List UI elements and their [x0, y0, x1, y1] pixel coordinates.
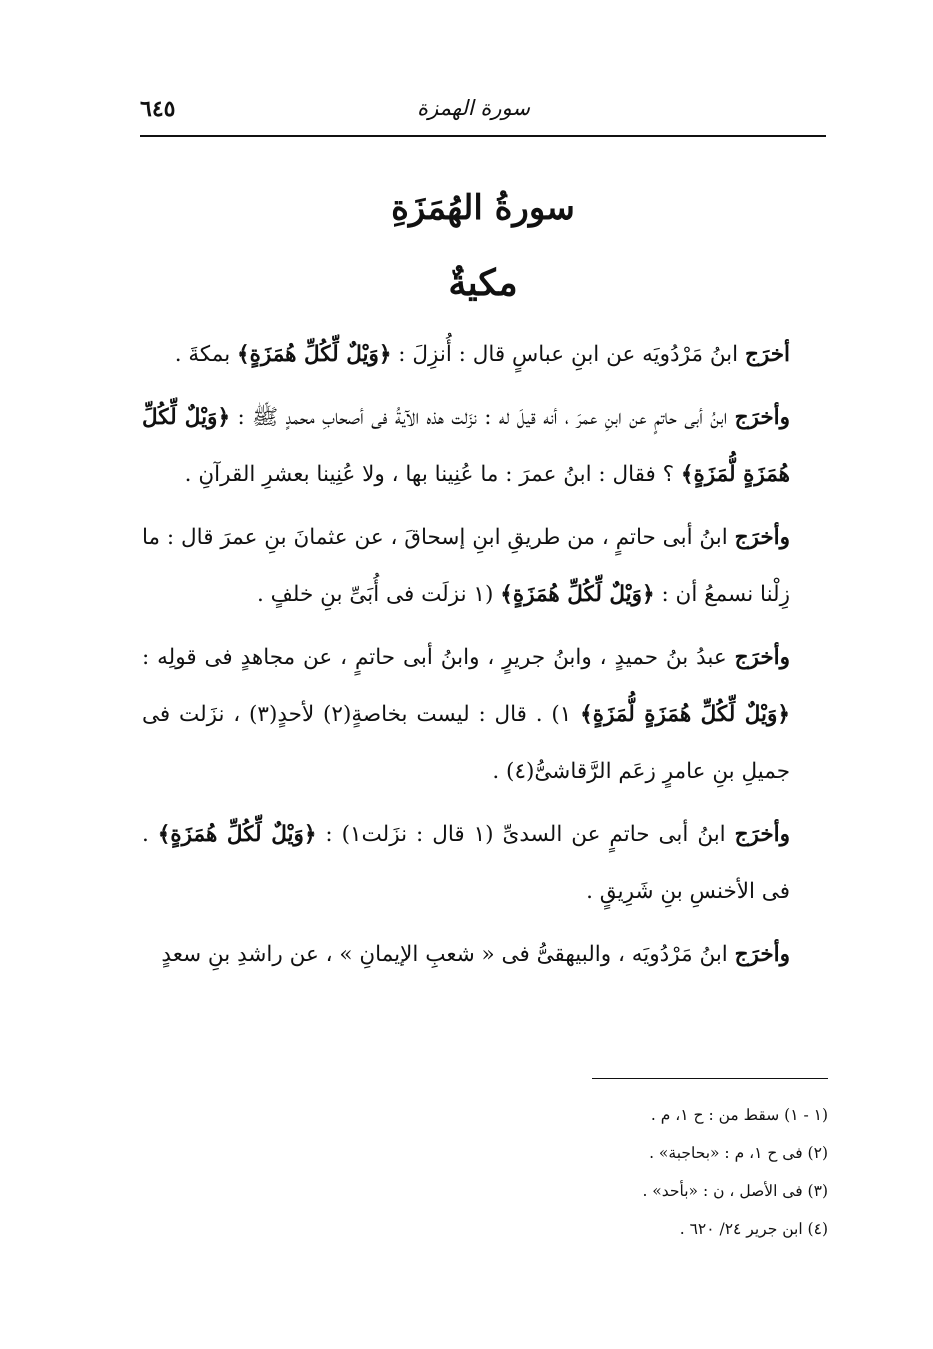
- paragraph-lead: أخرَج: [744, 342, 790, 367]
- quran-quote: ﴿وَيْلٌ لِّكُلِّ هُمَزَةٍ لُّمَزَةٍ﴾: [142, 405, 790, 487]
- quran-quote: ﴿وَيْلٌ لِّكُلِّ هُمَزَةٍ﴾: [237, 342, 392, 367]
- footnote: (٤) ابن جرير ٢٤/ ٦٢٠ .: [679, 1220, 828, 1238]
- footnotes-rule: [592, 1078, 828, 1079]
- quran-quote: ﴿وَيْلٌ لِّكُلِّ هُمَزَةٍ﴾: [500, 582, 655, 607]
- quran-quote: ﴿وَيْلٌ لِّكُلِّ هُمَزَةٍ لُّمَزَةٍ﴾: [580, 702, 790, 727]
- paragraph-text: بمكةَ .: [174, 342, 238, 367]
- running-title: سورة الهمزة: [417, 96, 530, 120]
- paragraph-text: (١ نزلَت فى أُبَىِّ بنِ خلفٍ .: [256, 582, 501, 607]
- running-header: [140, 92, 830, 128]
- paragraph-text: ؟ فقال : ابنُ عمرَ : ما عُنِينا بها ، ولا عُنِينا بعشرِ القرآنِ .: [184, 462, 681, 487]
- footnote: (٢) فى ح ١، م : «بحاجبة» .: [649, 1144, 828, 1162]
- paragraph-lead: وأخرَج: [734, 405, 790, 430]
- paragraph-lead: وأخرَج: [734, 942, 790, 967]
- paragraph: [142, 509, 790, 623]
- paragraph: [142, 629, 790, 800]
- surah-type: مكيةٌ: [448, 262, 518, 304]
- paragraph-lead: وأخرَج: [734, 822, 790, 847]
- paragraph-text: ابنُ أبى حاتمٍ عن السدىِّ (١ قال : نزَلت١) :: [316, 822, 735, 847]
- page-number: ٦٤٥: [140, 96, 176, 122]
- quran-quote: ﴿وَيْلٌ لِّكُلِّ هُمَزَةٍ﴾: [157, 822, 317, 847]
- footnote: (٣) فى الأصل ، ن : «بأحد» .: [642, 1182, 828, 1200]
- paragraph: [142, 926, 790, 983]
- paragraph-lead: وأخرَج: [734, 525, 790, 550]
- body-text: [142, 326, 790, 989]
- footnote: (١ - ١) سقط من : ح ١، م .: [650, 1106, 828, 1124]
- paragraph-text: ابنُ مَرْدُويَه عن ابنِ عباسٍ قال : أُنزِلَ :: [391, 342, 745, 367]
- paragraph: [142, 326, 790, 383]
- paragraph-text: ابنُ أبى حاتمٍ عن ابنِ عمرَ ، أنه قيلَ له : نزَلت هذه الآيةُ فى أصحابِ محمدٍ ﷺ :: [230, 405, 735, 430]
- footnotes: [460, 1096, 828, 1248]
- paragraph-text: ١) . قال : ليست بخاصةٍ(٢) لأحدٍ(٣) ، نزَلت فى جميلِ بنِ عامرٍ زعَم الرَّقاشىُّ(٤) .: [142, 702, 790, 784]
- paragraph-text: عبدُ بنُ حميدٍ ، وابنُ جريرٍ ، وابنُ أبى حاتمٍ ، عن مجاهدٍ فى قولِه :: [142, 645, 735, 670]
- paragraph: [142, 806, 790, 920]
- header-rule: [140, 135, 826, 137]
- paragraph: [142, 389, 790, 503]
- paragraph-text: ابنُ مَرْدُويَه ، والبيهقىُّ فى « شعبِ الإيمانِ » ، عن راشدِ بنِ سعدٍ: [161, 942, 735, 967]
- surah-title: سورةُ الهُمَزَةِ: [391, 188, 575, 228]
- paragraph-lead: وأخرَج: [734, 645, 790, 670]
- paragraph-text: ابنُ أبى حاتمٍ ، من طريقِ ابنِ إسحاقَ ، عن عثمانَ بنِ عمرَ قال : ما زِلْنا نسمعُ أن :: [142, 525, 790, 607]
- paragraph-text: . فى الأخنسِ بنِ شَرِيقٍ .: [142, 822, 790, 904]
